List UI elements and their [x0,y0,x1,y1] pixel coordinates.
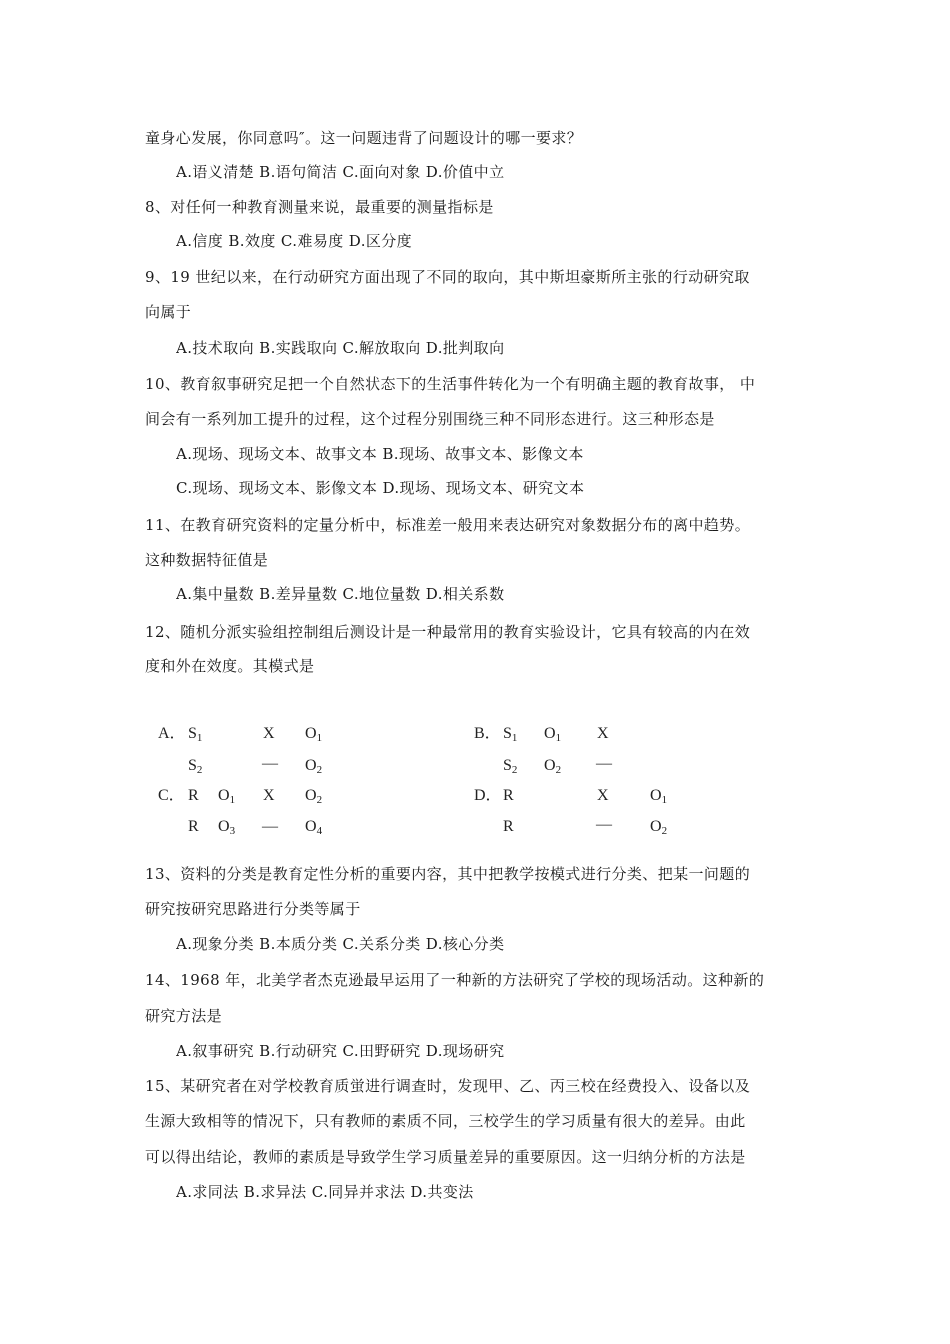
observation-symbol: $O_2$ [544,757,562,776]
answer-options: A.语义清楚 B.语句简洁 C.面向对象 D.价值中立 [176,163,505,181]
answer-options: A.技术取向 B.实践取向 C.解放取向 D.批判取向 [176,339,505,357]
question-text-line: 研究方法是 [145,1007,223,1025]
answer-options: A.现象分类 B.本质分类 C.关系分类 D.核心分类 [176,935,505,953]
option-c-label: C． [158,787,185,804]
no-treatment-dash: — [596,755,612,772]
question-text-line: 间会有一系列加工提升的过程，这个过程分别围绕三种不同形态进行。这三种形态是 [145,410,715,428]
question-14: 14、1968 年，北美学者杰克逊最早运用了一种新的方法研究了学校的现场活动。这种新的 [145,971,765,989]
question-text-line: 童身心发展，你同意吗″。这一问题违背了问题设计的哪一要求？ [145,129,583,147]
question-text-line: 度和外在效度。其模式是 [145,657,315,675]
observation-symbol: $O_2$ [305,787,323,806]
answer-options: A.叙事研究 B.行动研究 C.田野研究 D.现场研究 [176,1042,505,1060]
option-a-label: A． [158,725,186,742]
option-d-label: D． [474,787,502,804]
random-symbol: R [503,787,514,804]
question-15: 15、某研究者在对学校教育质蛍进行调查时，发现甲、乙、丙三校在经费投入、设备以及 [145,1077,751,1095]
question-11: 11、在教育研究资料的定量分析中，标准差一般用来表达研究对象数据分布的离中趋势。 [145,516,751,534]
treatment-symbol: X [597,787,609,804]
question-text-line: 研究按研究思路进行分类等属于 [145,900,361,918]
no-treatment-dash: — [262,818,278,835]
no-treatment-dash: — [262,755,278,772]
observation-symbol: $O_1$ [305,725,323,744]
question-13: 13、资料的分类是教育定性分析的重要内容，其中把教学按模式进行分类、把某一问题的 [145,865,751,883]
observation-symbol: $O_1$ [544,725,562,744]
question-9: 9、19 世纪以来，在行动研究方面出现了不同的取向，其中斯坦豪斯所主张的行动研究取 [145,268,750,286]
answer-options: C.现场、现场文本、影像文本 D.现场、现场文本、研究文本 [176,479,585,497]
no-treatment-dash: — [596,816,612,833]
question-text-line: 可以得出结论，教师的素质是导致学生学习质量差异的重要原因。这一归纳分析的方法是 [145,1148,746,1166]
observation-symbol: $O_1$ [650,787,668,806]
treatment-symbol: X [597,725,609,742]
observation-symbol: $O_2$ [305,757,323,776]
treatment-symbol: X [263,725,275,742]
random-symbol: R [188,787,199,804]
question-text-line: 向属于 [145,303,192,321]
treatment-symbol: X [263,787,275,804]
subject-symbol: $S_2$ [188,757,203,776]
observation-symbol: $O_1$ [218,787,236,806]
answer-options: A.信度 B.效度 C.难易度 D.区分度 [176,232,413,250]
answer-options: A.集中量数 B.差异量数 C.地位量数 D.相关系数 [176,585,505,603]
question-8: 8、对任何一种教育测量来说，最重要的测量指标是 [145,198,494,216]
observation-symbol: $O_4$ [305,818,323,837]
question-text-line: 这种数据特征值是 [145,551,269,569]
subject-symbol: $S_1$ [503,725,518,744]
subject-symbol: $S_1$ [188,725,203,744]
observation-symbol: $O_3$ [218,818,236,837]
question-text-line: 生源大致相等的情况下，只有教师的素质不同，三校学生的学习质量有很大的差异。由此 [145,1112,746,1130]
answer-options: A.现场、现场文本、故事文本 B.现场、故事文本、影像文本 [176,445,584,463]
observation-symbol: $O_2$ [650,818,668,837]
answer-options: A.求同法 B.求异法 C.同异并求法 D.共变法 [176,1183,474,1201]
option-b-label: B． [474,725,501,742]
random-symbol: R [188,818,199,835]
subject-symbol: $S_2$ [503,757,518,776]
question-10: 10、教育叙事研究足把一个自然状态下的生活事件转化为一个有明确主题的教育故事， 中 [145,375,756,393]
question-12: 12、随机分派实验组控制组后测设计是一种最常用的教育实验设计，它具有较高的内在效 [145,623,751,641]
random-symbol: R [503,818,514,835]
